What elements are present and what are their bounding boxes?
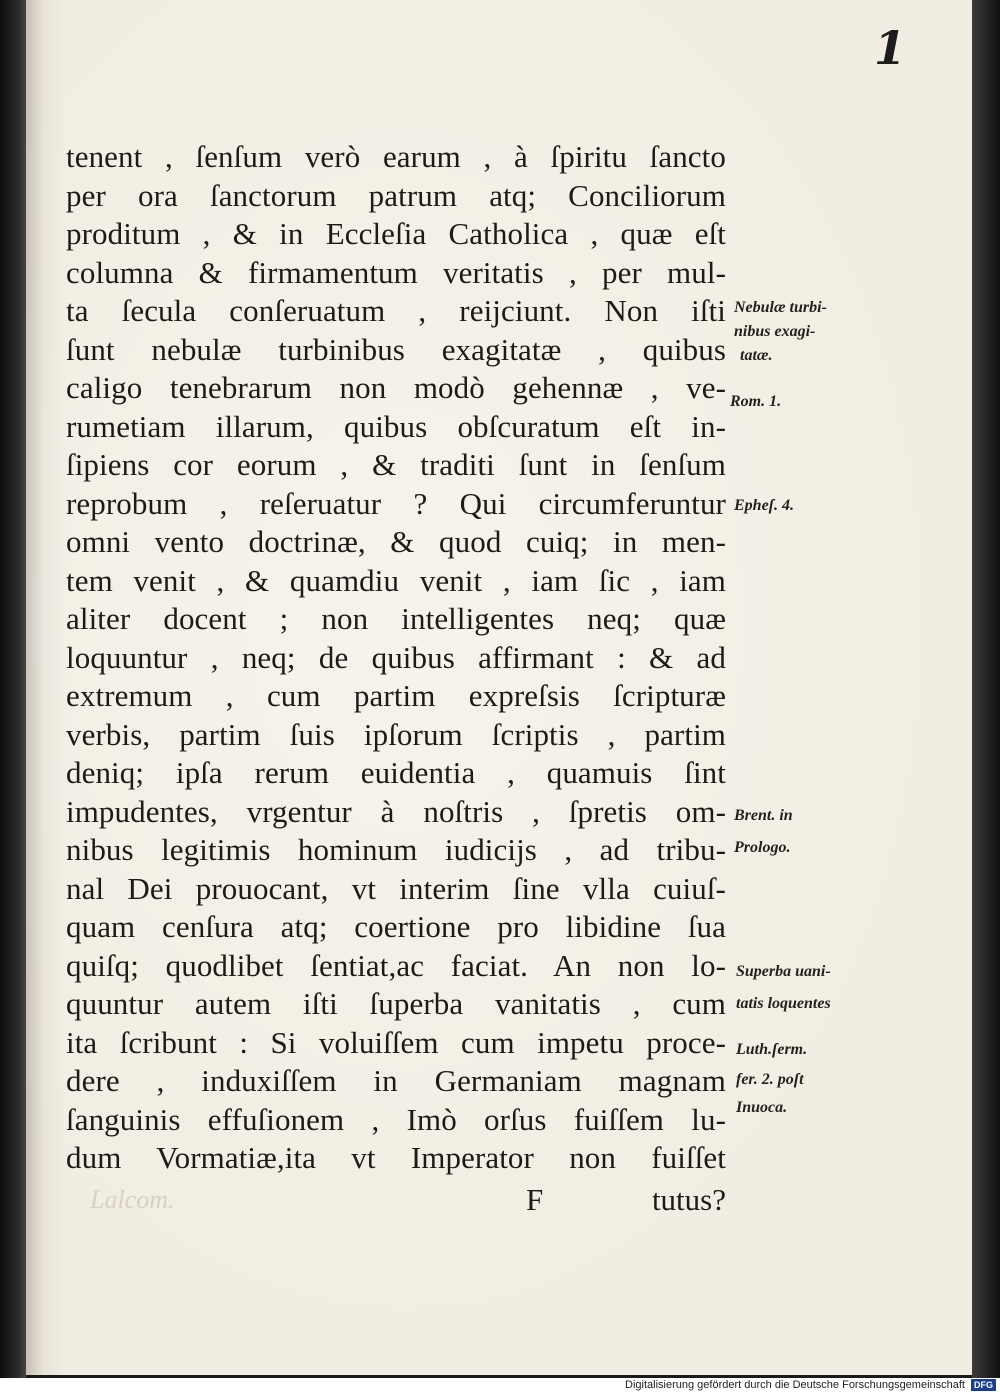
dfg-logo: DFG xyxy=(971,1379,996,1391)
text-line: deniq; ipſa rerum euidentia , quamuis ſint xyxy=(66,755,726,790)
text-line: nibus legitimis hominum iudicijs , ad tribu- xyxy=(66,832,726,867)
text-line: aliter docent ; non intelligentes neq; quæ xyxy=(66,601,726,636)
funding-credit: Digitalisierung gefördert durch die Deutsche Forschungsgemeinschaft xyxy=(625,1379,965,1391)
marginal-note-line: Prologo. xyxy=(734,839,791,856)
marginal-note-line: Luth.ſerm. xyxy=(736,1041,808,1058)
text-line: ſanguinis effuſionem , Imò orſus fuiſſem lu- xyxy=(66,1101,726,1137)
page-edge xyxy=(972,0,1000,1378)
text-line: loquuntur , neq; de quibus affirmant : & ad xyxy=(66,639,726,675)
marginal-note-line: tatæ. xyxy=(740,347,773,364)
text-line: impudentes, vrgentur à noſtris , ſpretis om- xyxy=(66,793,726,829)
text-line: per ora ſanctorum patrum atq; Conciliorum xyxy=(66,177,726,213)
marginal-note-line: tatis loquentes xyxy=(736,995,831,1012)
text-line: dum Vormatiæ,ita vt Imperator non fuiſſet xyxy=(66,1140,726,1175)
text-line: dere , induxiſſem in Germaniam magnam xyxy=(66,1063,726,1098)
text-line: ſipiens cor eorum , & traditi ſunt in ſenſum xyxy=(66,447,726,482)
marginal-note-luther xyxy=(736,1038,807,1120)
text-line: nal Dei prouocant, vt interim ſine vlla cuiuſ- xyxy=(66,870,726,906)
marginal-note-line: fer. 2. poſt xyxy=(736,1071,804,1088)
text-line: proditum , & in Eccleſia Catholica , quæ eſt xyxy=(66,216,726,251)
text-line: rumetiam illarum, quibus obſcuratum eſt in- xyxy=(66,408,726,444)
text-line: extremum , cum partim expreſsis ſcripturæ xyxy=(66,678,726,713)
catchword: tutus? xyxy=(651,1182,726,1217)
text-line: ſunt nebulæ turbinibus exagitatæ , quibus xyxy=(66,331,726,367)
text-line: quiſq; quodlibet ſentiat,ac faciat. An non lo- xyxy=(66,947,726,983)
marginal-note-line: Inuoca. xyxy=(736,1099,788,1116)
folio-number: 1 xyxy=(874,21,907,75)
marginal-note-ephes xyxy=(734,494,794,518)
marginal-note-brent xyxy=(734,804,793,860)
marginal-note-line: Brent. in xyxy=(734,807,793,824)
marginal-note-line: Superba uani- xyxy=(736,963,831,980)
bleed-through-text: Lalcom. xyxy=(90,1185,175,1214)
text-line: quuntur autem iſti ſuperba vanitatis , cum xyxy=(66,986,726,1021)
text-line: quam cenſura atq; coertione pro libidine ſua xyxy=(66,909,726,944)
text-line: tenent , ſenſum verò earum , à ſpiritu ſancto xyxy=(66,139,726,174)
marginal-note-line: Nebulæ turbi- xyxy=(734,299,827,316)
marginal-note-line: nibus exagi- xyxy=(734,323,816,340)
marginal-note-nebulae xyxy=(734,296,827,368)
marginal-note-line: Epheſ. 4. xyxy=(734,497,794,514)
book-binding xyxy=(0,0,26,1378)
signature-mark: F xyxy=(526,1182,544,1217)
marginal-note-line: Rom. 1. xyxy=(730,393,782,410)
text-line: caligo tenebrarum non modò gehennæ , ve- xyxy=(66,370,726,405)
digitization-footer xyxy=(0,1378,1000,1392)
main-text-block xyxy=(66,138,726,1178)
text-line: tem venit , & quamdiu venit , iam ſic , iam xyxy=(66,562,726,598)
marginal-note-superba xyxy=(736,960,831,1016)
marginal-note-rom xyxy=(730,390,781,414)
text-line: columna & firmamentum veritatis , per mul- xyxy=(66,254,726,290)
text-line: verbis, partim ſuis ipſorum ſcriptis , partim xyxy=(66,716,726,752)
text-line: ita ſcribunt : Si voluiſſem cum impetu proce- xyxy=(66,1024,726,1060)
text-line: omni vento doctrinæ, & quod cuiq; in men- xyxy=(66,524,726,559)
text-line: reprobum , reſeruatur ? Qui circumferuntur xyxy=(66,485,726,521)
text-line: ta ſecula conſeruatum , reijciunt. Non iſti xyxy=(66,293,726,328)
